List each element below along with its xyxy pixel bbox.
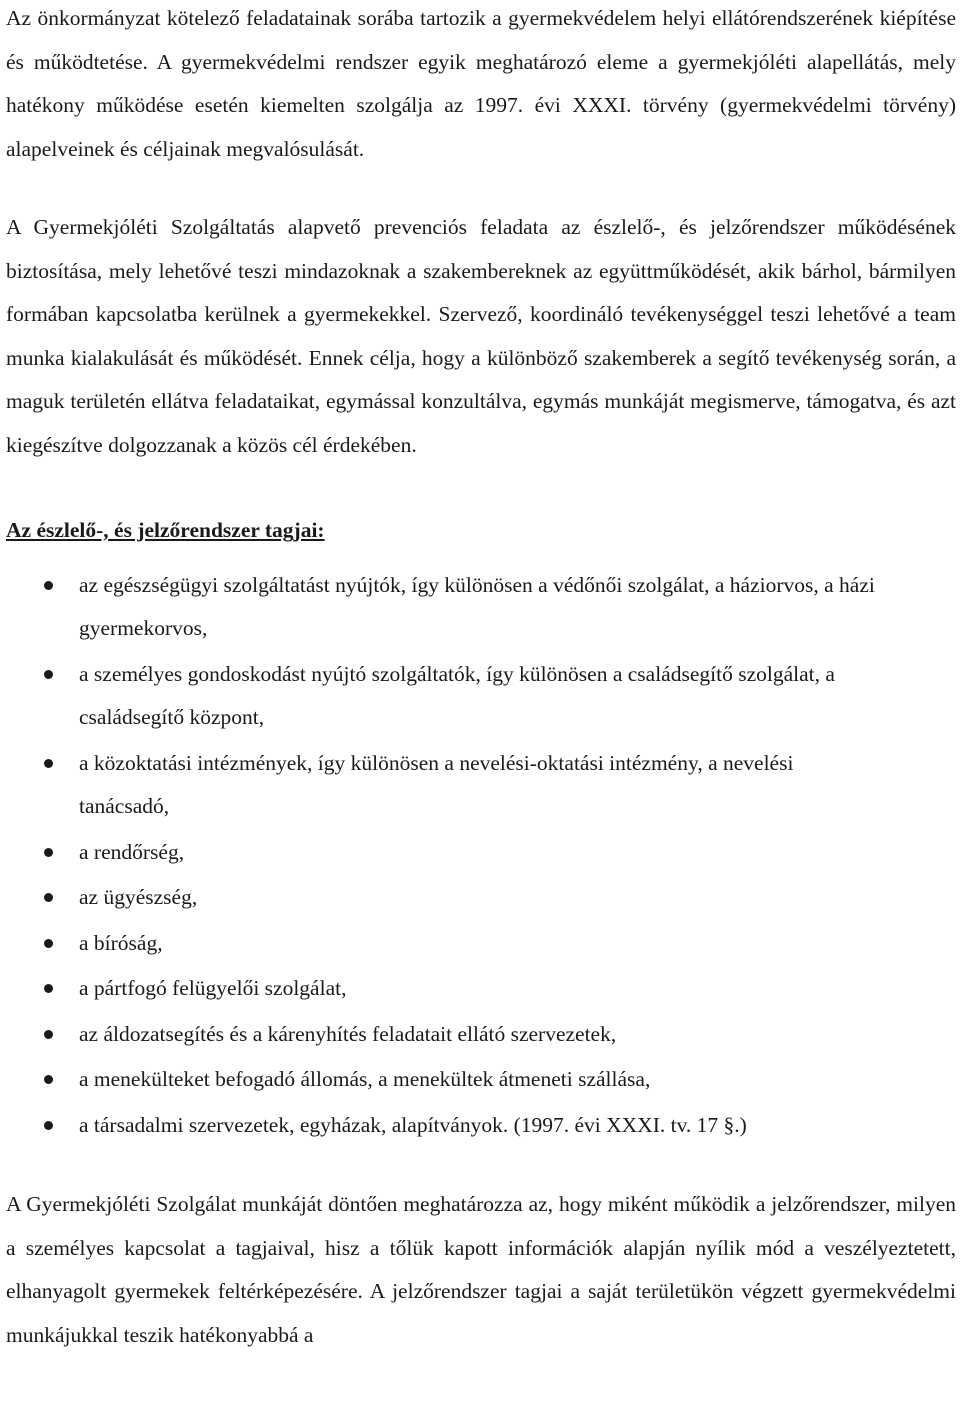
list-item: a bíróság, bbox=[6, 922, 879, 966]
list-item: a társadalmi szervezetek, egyházak, alapítványok. (1997. évi XXXI. tv. 17 §.) bbox=[6, 1104, 879, 1148]
list-item: az ügyészség, bbox=[6, 876, 879, 920]
list-item: a pártfogó felügyelői szolgálat, bbox=[6, 967, 879, 1011]
members-section bbox=[6, 509, 956, 1147]
list-item: a személyes gondoskodást nyújtó szolgáltatók, így különösen a családsegítő szolgálat, a családsegítő központ, bbox=[6, 653, 879, 740]
document-page bbox=[6, 0, 956, 1357]
intro-paragraph: Az önkormányzat kötelező feladatainak sorába tartozik a gyermekvédelem helyi ellátórendszerének kiépítése és működtetése. A gyermekvédelmi rendszer egyik meghatározó eleme a gyermekjóléti alapellátás, mely hatékony működése esetén kiemelten szolgálja az 1997. évi XXXI. törvény (gyermekvédelmi törvény) alapelveinek és céljainak megvalósulását. bbox=[6, 6, 956, 161]
list-item: a menekülteket befogadó állomás, a menekültek átmeneti szállása, bbox=[6, 1058, 879, 1102]
list-item: az áldozatsegítés és a kárenyhítés feladatait ellátó szervezetek, bbox=[6, 1013, 879, 1057]
list-item: az egészségügyi szolgáltatást nyújtók, így különösen a védőnői szolgálat, a háziorvos, a házi gyermekorvos, bbox=[6, 564, 879, 651]
list-item: a közoktatási intézmények, így különösen a nevelési-oktatási intézmény, a nevelési tanácsadó, bbox=[6, 742, 879, 829]
closing-paragraph: A Gyermekjóléti Szolgálat munkáját döntően meghatározza az, hogy miként működik a jelzőrendszer, milyen a személyes kapcsolat a tagjaival, hisz a tőlük kapott információk alapján nyílik mód a veszélyeztetett, elhanyagolt gyermekek feltérképezésére. A jelzőrendszer tagjai a saját területükön végzett gyermekvédelmi munkájukkal teszik hatékonyabbá a bbox=[6, 1192, 956, 1347]
members-list bbox=[6, 564, 956, 1148]
prevention-paragraph: A Gyermekjóléti Szolgáltatás alapvető prevenciós feladata az észlelő-, és jelzőrendszer működésének biztosítása, mely lehetővé teszi mindazoknak a szakembereknek az együttműködését, akik bárhol, bármilyen formában kapcsolatba kerülnek a gyermekekkel. Szervező, koordináló tevékenységgel teszi lehetővé a team munka kialakulását és működését. Ennek célja, hogy a különböző szakemberek a segítő tevékenység során, a maguk területén ellátva feladataikat, egymással konzultálva, egymás munkáját megismerve, támogatva, és azt kiegészítve dolgozzanak a közös cél érdekében. bbox=[6, 215, 956, 457]
list-item: a rendőrség, bbox=[6, 831, 879, 875]
members-heading: Az észlelő-, és jelzőrendszer tagjai: bbox=[6, 518, 325, 542]
